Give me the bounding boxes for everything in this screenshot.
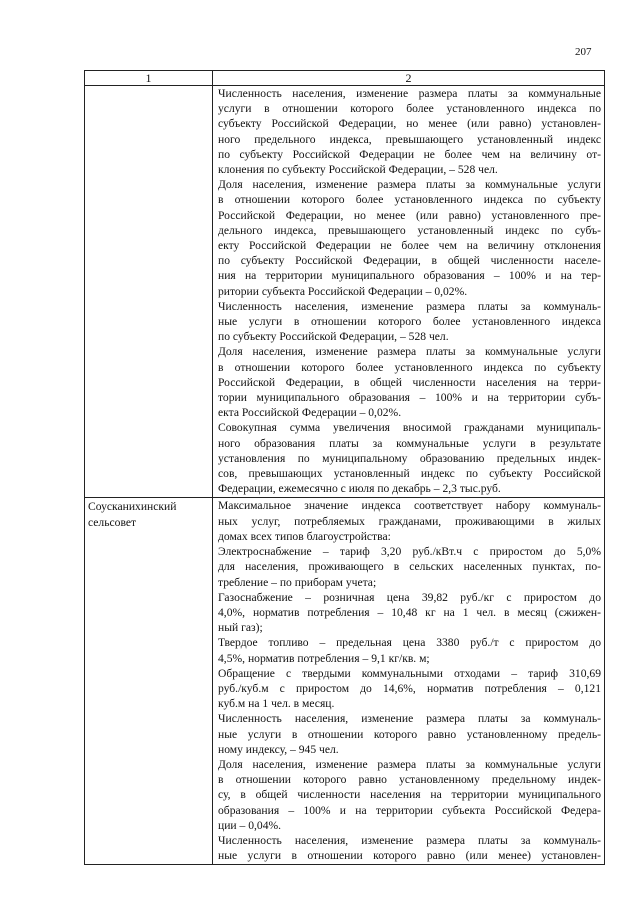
- text-line: Российской Федерации, в общей численности населения на терри-: [218, 375, 601, 389]
- text-line: образования – 100% и на территории субъекта Российской Федера-: [218, 803, 601, 817]
- text-line: Численность населения, изменение размера платы за коммуналь-: [218, 299, 601, 313]
- text-line: Российской Федерации, но менее (или равно) установленного пре-: [218, 208, 601, 222]
- text-line: в отношении которого равно установленному предельному индек-: [218, 773, 601, 787]
- text-line: по субъекту Российской Федерации, – 528 чел.: [218, 330, 449, 344]
- description-cell: [213, 86, 605, 498]
- text-line: Твердое топливо – предельная цена 3380 руб./т с приростом до: [218, 636, 601, 650]
- table-row: [85, 498, 605, 865]
- column-header-1: 1: [85, 71, 213, 86]
- text-line: Численность населения, изменение размера платы за коммуналь-: [218, 833, 601, 847]
- column-header-2: 2: [213, 71, 605, 86]
- text-line: ции – 0,04%.: [218, 818, 282, 832]
- text-line: Федерации, ежемесячно с июля по декабрь – 2,3 тыс.руб.: [218, 482, 501, 496]
- text-line: клонения по субъекту Российской Федерации, – 528 чел.: [218, 163, 498, 177]
- document-table: [84, 70, 605, 865]
- text-line: 4,5%, норматив потребления – 9,1 кг/кв. м;: [218, 651, 430, 665]
- text-line: Доля населения, изменение размера платы за коммунальные услуги: [218, 345, 601, 359]
- text-line: Газоснабжение – розничная цена 39,82 руб./кг с приростом до: [218, 590, 601, 604]
- page-number: 207: [575, 46, 592, 58]
- text-line: по субъекту Российской Федерации не более чем на величину от-: [218, 147, 601, 161]
- text-line: в отношении которого более установленного индекса по субъекту: [218, 360, 601, 374]
- region-name-line: Соусканихинский: [88, 500, 177, 514]
- text-line: екта Российской Федерации – 0,02%.: [218, 406, 402, 420]
- text-line: ные услуги в отношении которого равно установленному предель-: [218, 727, 601, 741]
- text-line: ный газ);: [218, 621, 263, 635]
- text-line: ные услуги в отношении которого более установленного индекса: [218, 315, 601, 329]
- description-cell: [213, 498, 605, 865]
- text-line: дельного индекса, превышающего установленный индекс по субъ-: [218, 223, 601, 237]
- text-line: услуги в отношении которого более установленного индекса по: [218, 102, 601, 116]
- text-line: су, в общей численности населения на территории муниципального: [218, 788, 601, 802]
- text-line: Электроснабжение – тариф 3,20 руб./кВт.ч с приростом до 5,0%: [218, 545, 601, 559]
- text-line: Максимальное значение индекса соответствует набору коммуналь-: [218, 499, 601, 513]
- table-header-row: [85, 71, 605, 86]
- text-line: субъекту Российской Федерации, но менее (или равно) установлен-: [218, 117, 601, 131]
- text-line: екту Российской Федерации не более чем на величину отклонения: [218, 239, 601, 253]
- text-line: руб./куб.м с приростом до 14,6%, норматив потребления – 0,121: [218, 681, 601, 695]
- table-row: [85, 86, 605, 498]
- text-line: ного предельного индекса, превышающего установленный индекс: [218, 132, 601, 146]
- text-line: ного образования платы за коммунальные услуги в результате: [218, 436, 601, 450]
- text-line: Доля населения, изменение размера платы за коммунальные услуги: [218, 178, 601, 192]
- text-line: ритории субъекта Российской Федерации – 0,02%.: [218, 284, 468, 298]
- region-cell: [85, 498, 213, 865]
- text-line: тории муниципального образования – 100% и на территории субъ-: [218, 391, 601, 405]
- region-name-line: сельсовет: [88, 515, 137, 529]
- text-line: ные услуги в отношении которого равно (или менее) установлен-: [218, 849, 601, 863]
- text-line: Совокупная сумма увеличения вносимой гражданами муниципаль-: [218, 421, 601, 435]
- text-line: сов, превышающих установленный индекс по субъекту Российской: [218, 467, 601, 481]
- text-line: Численность населения, изменение размера платы за коммуналь-: [218, 712, 601, 726]
- text-line: установления по муниципальному образованию предельных индек-: [218, 451, 601, 465]
- text-line: ния на территории муниципального образования – 100% и на тер-: [218, 269, 601, 283]
- text-line: домах всех типов благоустройства:: [218, 529, 391, 543]
- text-line: ному индексу, – 945 чел.: [218, 742, 339, 756]
- text-line: ных услуг, потребляемых гражданами, проживающими в жилых: [218, 514, 601, 528]
- text-line: Доля населения, изменение размера платы за коммунальные услуги: [218, 757, 601, 771]
- text-line: Обращение с твердыми коммунальными отходами – тариф 310,69: [218, 666, 601, 680]
- text-line: 4,0%, норматив потребления – 10,48 кг на 1 чел. в месяц (сжижен-: [218, 605, 601, 619]
- text-line: для населения, проживающего в сельских населенных пунктах, по-: [218, 560, 601, 574]
- region-cell: [85, 86, 213, 498]
- text-line: требление – по приборам учета;: [218, 575, 377, 589]
- text-line: куб.м на 1 чел. в месяц.: [218, 697, 335, 711]
- text-line: по субъекту Российской Федерации, в общей численности населе-: [218, 254, 601, 268]
- text-line: в отношении которого более установленного индекса по субъекту: [218, 193, 601, 207]
- text-line: Численность населения, изменение размера платы за коммунальные: [218, 87, 601, 100]
